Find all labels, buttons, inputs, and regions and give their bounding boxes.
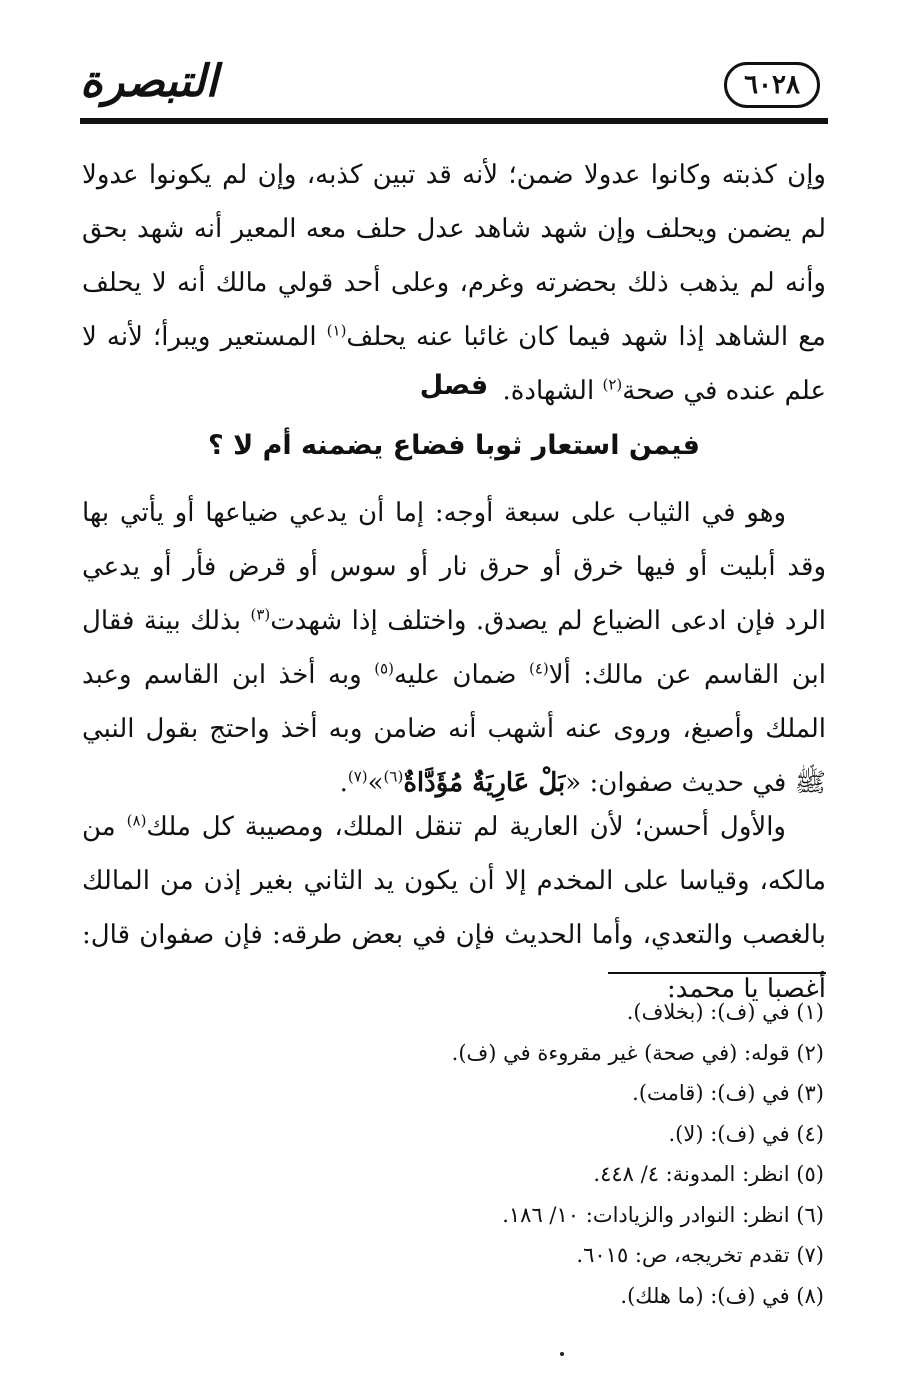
paragraph-2	[82, 486, 826, 810]
section-subtitle: فيمن استعار ثوبا فضاع يضمنه أم لا ؟	[208, 430, 700, 461]
paragraph-text: من مالكه، وقياسا على المخدم إلا أن يكون يد الثاني بغير إذن من المالك بالغصب والتعدي، وأما الحديث فإن في بعض طرقه: فإن صفوان قال: أغصبا يا محمد:	[82, 812, 826, 1004]
header-rule	[80, 118, 828, 124]
hadith-quote: بَلْ عَارِيَةٌ مُؤَدَّاةٌ	[403, 768, 566, 798]
footnote-ref-1[interactable]: (١)	[326, 321, 347, 340]
footnote-item: (٢) قوله: (في صحة) غير مقروءة في (ف).	[451, 1040, 824, 1065]
page-header	[80, 52, 828, 128]
footnote-item: (١) في (ف): (بخلاف).	[626, 1000, 824, 1024]
footnote-item: (٨) في (ف): (ما هلك).	[620, 1283, 824, 1308]
footnote-ref-3[interactable]: (٣)	[250, 605, 271, 624]
page-number: ٦٠٢٨	[744, 70, 800, 100]
page-bottom-mark	[560, 1352, 564, 1356]
paragraph-text: »	[367, 768, 384, 798]
paragraph-text: والأول أحسن؛ لأن العارية لم تنقل الملك، ومصيبة كل ملك	[146, 812, 786, 842]
paragraph-text: .	[339, 768, 348, 798]
footnote-separator	[608, 972, 826, 974]
paragraph-text: المستعير ويبرأ؛ لأنه لا علم عنده في صحة	[82, 322, 826, 406]
footnote-item: (٣) في (ف): (قامت).	[632, 1081, 824, 1105]
page-number-badge	[724, 62, 820, 108]
footnote-ref-5[interactable]: (٥)	[374, 659, 394, 678]
paragraph-text: الشهادة.	[502, 376, 603, 406]
footnote-ref-7[interactable]: (٧)	[347, 767, 368, 786]
book-title: التبصرة	[80, 56, 218, 107]
footnote-item: (٥) انظر: المدونة: ٤/ ٤٤٨.	[593, 1162, 824, 1186]
paragraph-text: وإن كذبته وكانوا عدولا ضمن؛ لأنه قد تبين كذبه، وإن لم يكونوا عدولا لم يضمن ويحلف وإن شهد شاهد عدل حلف معه المعير أنه شهد بحق وأنه لم يذهب ذلك بحضرته وغرم، وعلى أحد قولي مالك أنه لا يحلف مع الشاهد إذا شهد فيما كان غائبا عنه يحلف	[82, 160, 826, 352]
paragraph-text: وهو في الثياب على سبعة أوجه: إما أن يدعي ضياعها أو يأتي بها وقد أبليت أو فيها خرق أو حرق نار أو سوس أو قرض فأر أو يدعي الرد فإن ادعى الضياع لم يصدق. واختلف إذا شهدت	[82, 498, 826, 636]
paragraph-3	[82, 800, 826, 1016]
footnote-ref-4[interactable]: (٤)	[528, 659, 549, 678]
footnote-item: (٧) تقدم تخريجه، ص: ٦٠١٥.	[576, 1243, 824, 1267]
footnote-item: (٦) انظر: النوادر والزيادات: ١٠/ ١٨٦.	[502, 1202, 824, 1227]
paragraph-text: وبه أخذ ابن القاسم وعبد الملك وأصبغ، وروى عنه أشهب أنه ضامن وبه أخذ واحتج بقول النبي ﷺ في حديث صفوان: «	[82, 660, 826, 798]
footnotes-list	[82, 992, 824, 1316]
footnote-ref-2[interactable]: (٢)	[602, 375, 623, 394]
footnote-item: (٤) في (ف): (لا).	[668, 1121, 824, 1146]
paragraph-text: بذلك بينة فقال ابن القاسم عن مالك: ألا	[82, 606, 826, 690]
footnote-ref-6[interactable]: (٦)	[383, 767, 404, 786]
paragraph-text: ضمان عليه	[393, 660, 529, 690]
footnote-ref-8[interactable]: (٨)	[126, 811, 147, 830]
section-title: فصل	[419, 370, 489, 401]
